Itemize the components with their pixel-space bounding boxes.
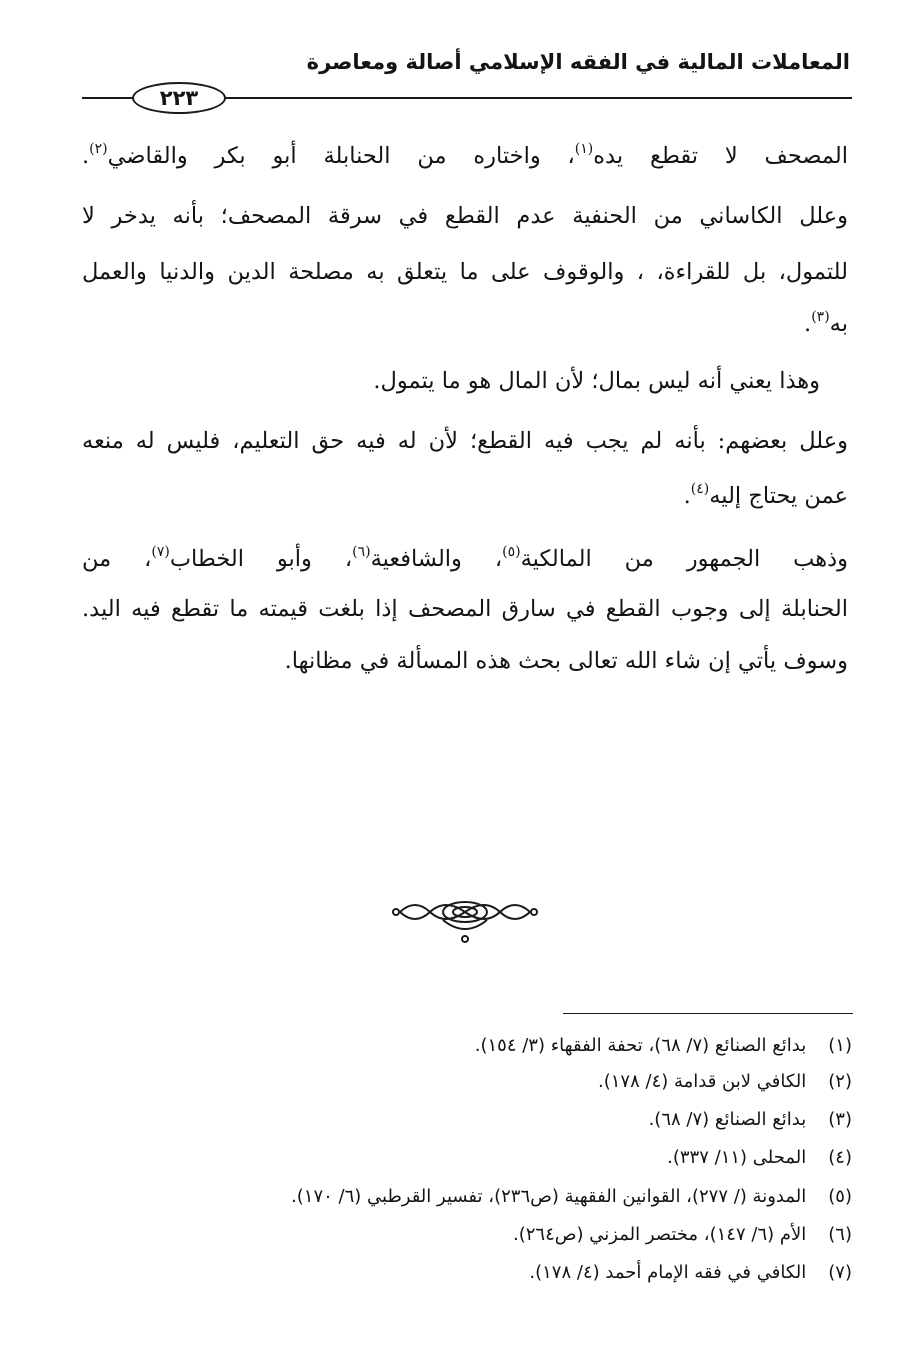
- footnote-ref: (٤): [690, 481, 710, 497]
- footnote-7: (٧) الكافي في فقه الإمام أحمد (٤/ ١٧٨).: [529, 1262, 852, 1283]
- footnote-ref: (٣): [811, 309, 830, 325]
- running-header-title: المعاملات المالية في الفقه الإسلامي أصالة ومعاصرة: [306, 50, 850, 74]
- body-line-7: عمن يحتاج إليه$^{(٤)}$.: [683, 481, 848, 509]
- body-line-1: المصحف لا تقطع يده$^{(١)}$، واختاره من الحنابلة أبو بكر والقاضي$^{(٢)}$.: [82, 141, 848, 169]
- footnote-ref: (٥): [502, 544, 521, 560]
- body-line-3: للتمول، بل للقراءة، ، والوقوف على ما يتعلق به مصلحة الدين والدنيا والعمل: [82, 259, 848, 285]
- body-line-5: وهذا يعني أنه ليس بمال؛ لأن المال هو ما يتمول.: [373, 368, 820, 394]
- footnote-ref: (٢): [89, 141, 108, 157]
- body-line-6: وعلل بعضهم: بأنه لم يجب فيه القطع؛ لأن له فيه حق التعليم، فليس له منعه: [82, 428, 848, 454]
- footnote-4: (٤) المحلى (١١/ ٣٣٧).: [667, 1147, 852, 1168]
- body-line-2: وعلل الكاساني من الحنفية عدم القطع في سرقة المصحف؛ بأنه يدخر لا: [82, 203, 848, 229]
- body-line-4: به$^{(٣)}$.: [804, 309, 848, 337]
- body-line-9: الحنابلة إلى وجوب القطع في سارق المصحف إذا بلغت قيمته ما تقطع فيه اليد.: [82, 596, 848, 622]
- footnote-6: (٦) الأم (٦/ ١٤٧)، مختصر المزني (ص٢٦٤).: [513, 1224, 852, 1245]
- footnote-5: (٥) المدونة (/ ٢٧٧)، القوانين الفقهية (ص٢٣٦)، تفسير القرطبي (٦/ ١٧٠).: [291, 1186, 852, 1207]
- body-line-10: وسوف يأتي إن شاء الله تعالى بحث هذه المسألة في مظانها.: [284, 648, 848, 674]
- footnote-3: (٣) بدائع الصنائع (٧/ ٦٨).: [648, 1109, 852, 1130]
- footnote-ref: (١): [574, 141, 594, 157]
- footnote-ref: (٧): [151, 544, 170, 560]
- section-end-ornament: [390, 890, 540, 950]
- footnote-separator: [563, 1013, 853, 1014]
- footnote-ref: (٦): [352, 544, 371, 560]
- body-line-8: وذهب الجمهور من المالكية$^{(٥)}$، والشافعية$^{(٦)}$، وأبو الخطاب$^{(٧)}$، من: [82, 544, 848, 572]
- page-number-badge: ٢٢٣: [132, 82, 226, 114]
- footnote-2: (٢) الكافي لابن قدامة (٤/ ١٧٨).: [598, 1071, 852, 1092]
- footnote-1: (١) بدائع الصنائع (٧/ ٦٨)، تحفة الفقهاء (٣/ ١٥٤).: [474, 1035, 852, 1056]
